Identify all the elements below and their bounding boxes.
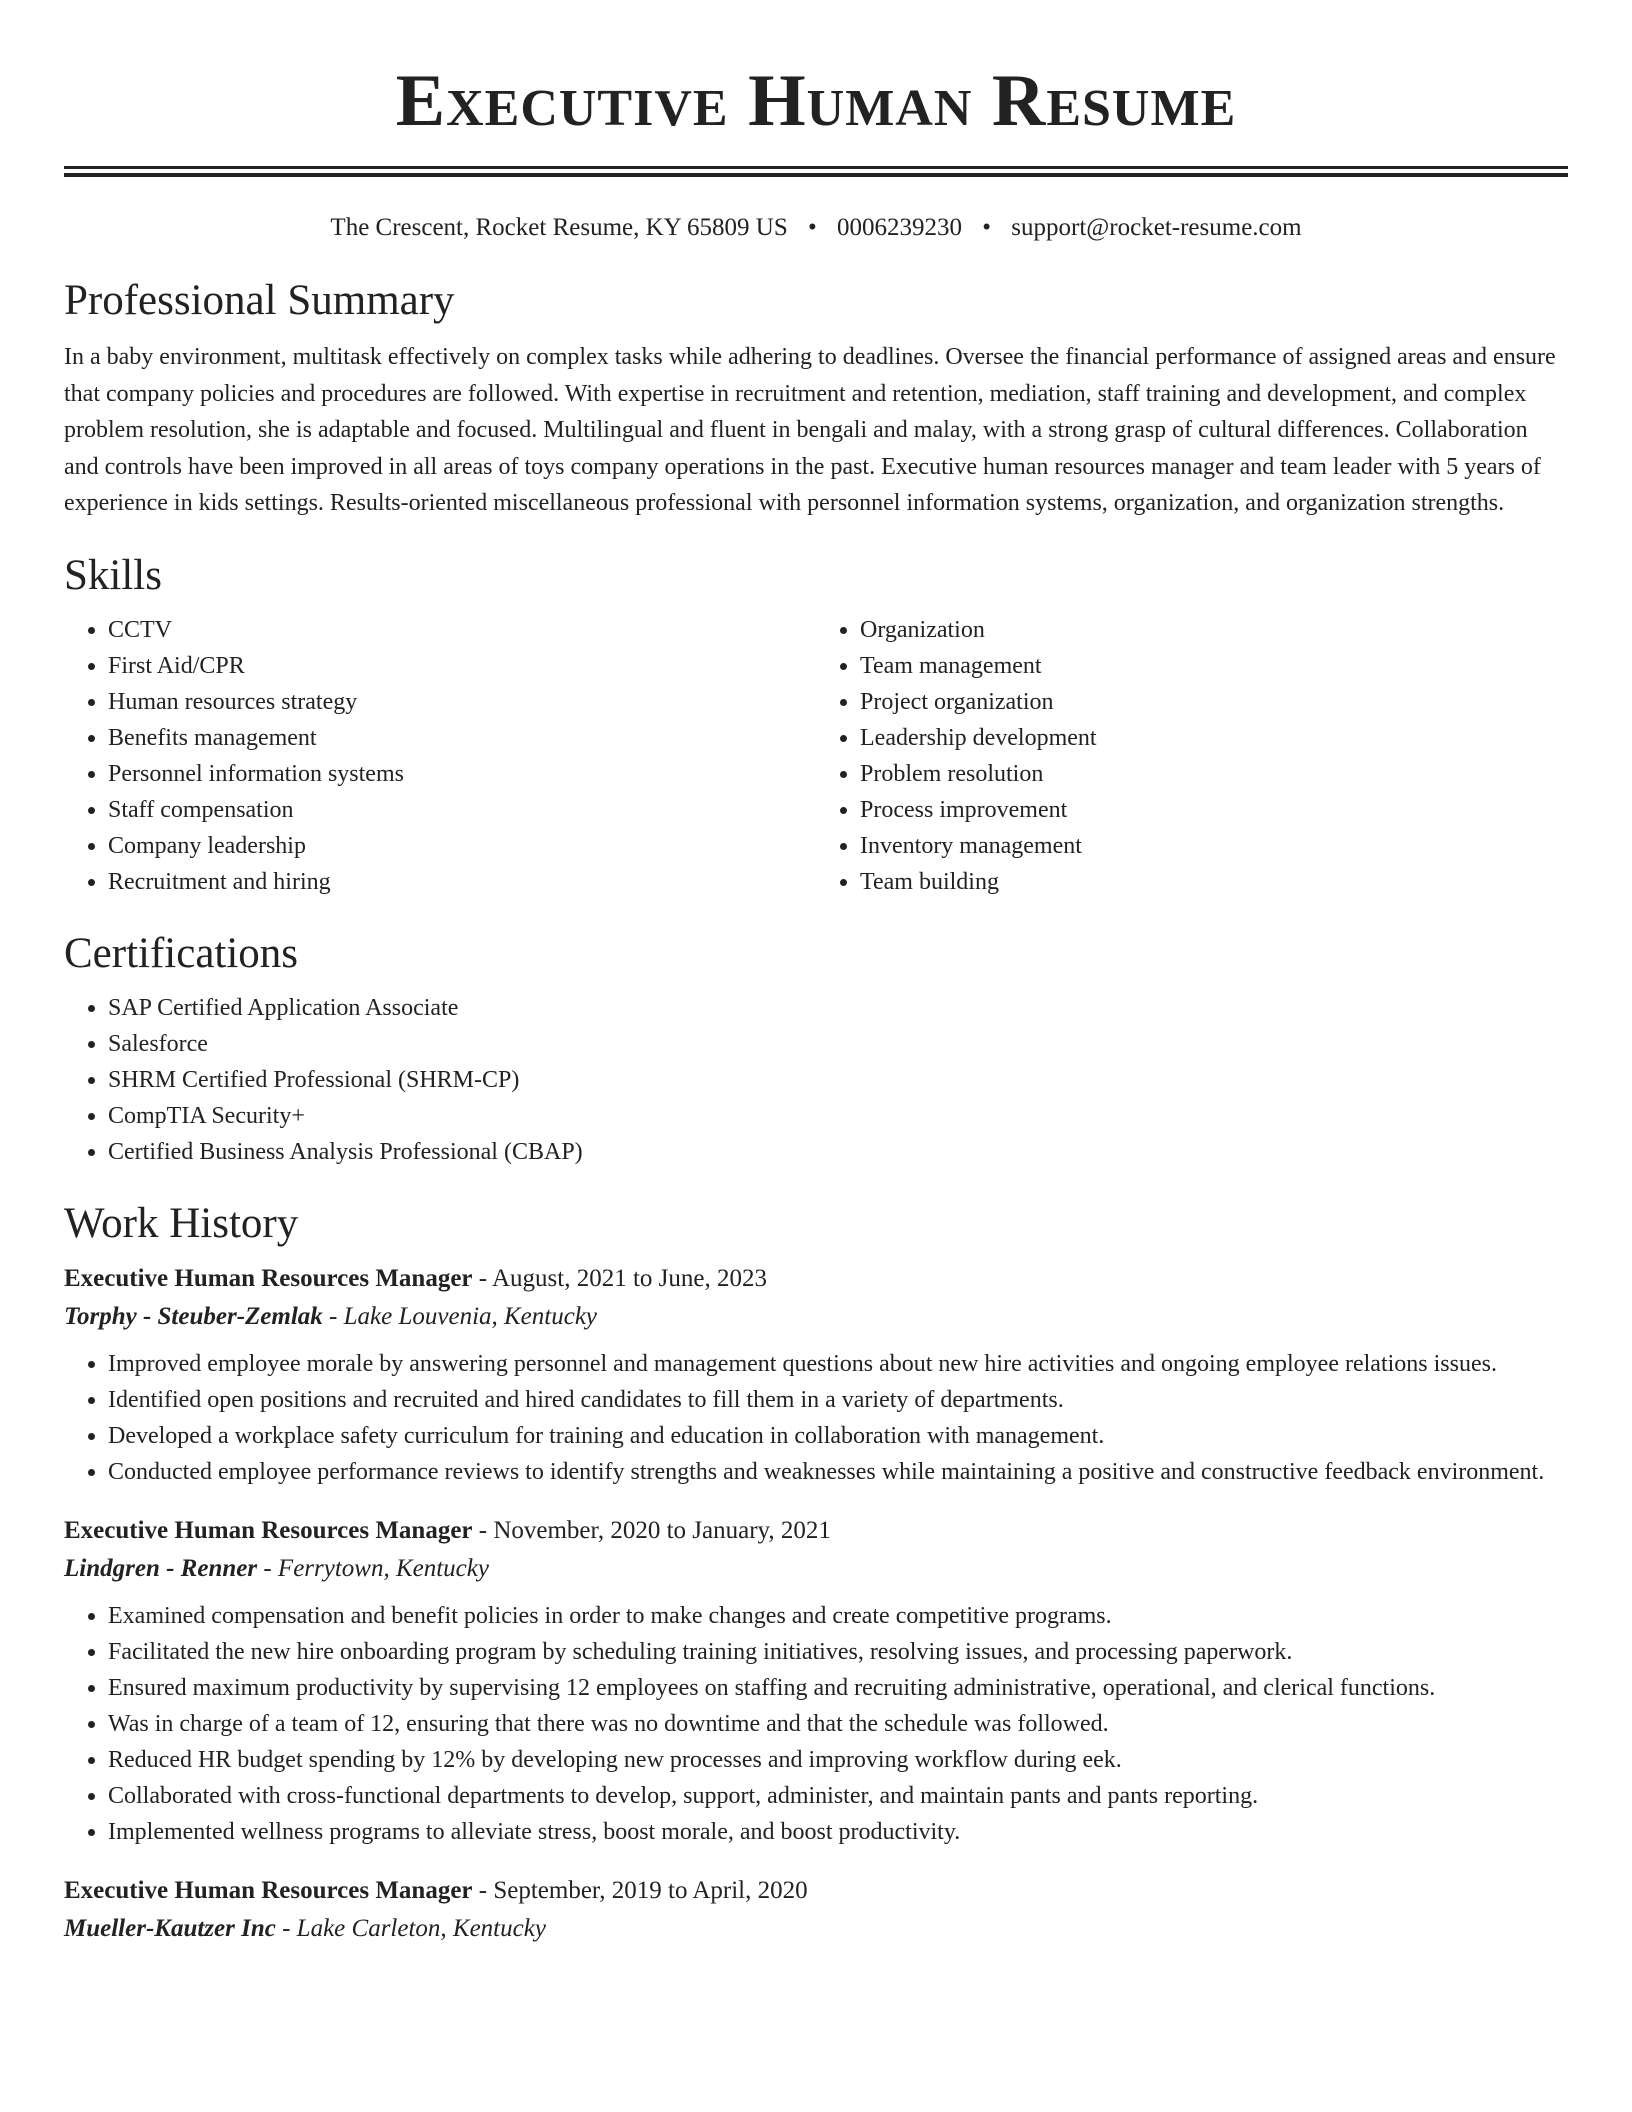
contact-address: The Crescent, Rocket Resume, KY 65809 US (330, 214, 788, 241)
skill-item: • Staff compensation (108, 792, 816, 828)
skill-item: • Project organization (860, 684, 1568, 720)
certification-item: • CompTIA Security+ (108, 1098, 1568, 1134)
skill-item: • Team building (860, 864, 1568, 900)
job-location: - Ferrytown, Kentucky (257, 1554, 489, 1582)
skill-item: • Leadership development (860, 720, 1568, 756)
job-company-line (64, 1910, 1568, 1948)
certifications-list (64, 990, 1568, 1170)
section-heading-summary: Professional Summary (64, 277, 455, 324)
resume-name: Executive Human Resume (395, 60, 1237, 142)
certification-item: • SAP Certified Application Associate (108, 990, 1568, 1026)
job-entry (64, 1512, 1568, 1850)
skill-item: • Process improvement (860, 792, 1568, 828)
skill-item: • CCTV (108, 612, 816, 648)
section-heading-certifications: Certifications (64, 929, 299, 977)
contact-line (64, 211, 1568, 245)
job-title: Executive Human Resources Manager (64, 1876, 473, 1904)
skill-item: • Recruitment and hiring (108, 864, 816, 900)
contact-phone: 0006239230 (837, 214, 963, 241)
job-bullet: • Improved employee morale by answering personnel and management questions about new hire activities and ongoing employee relations issues. (108, 1346, 1568, 1382)
skills-list-left (64, 612, 816, 900)
job-bullet: • Developed a workplace safety curriculum for training and education in collaboration with management. (108, 1418, 1568, 1454)
certification-item: • SHRM Certified Professional (SHRM-CP) (108, 1062, 1568, 1098)
skill-item: • Organization (860, 612, 1568, 648)
job-title: Executive Human Resources Manager (64, 1264, 473, 1292)
job-company-line (64, 1550, 1568, 1588)
job-entry (64, 1872, 1568, 1948)
certifications-section (64, 928, 1568, 1170)
job-title: Executive Human Resources Manager (64, 1516, 473, 1544)
section-heading-skills: Skills (64, 551, 162, 599)
job-dates: - September, 2019 to April, 2020 (472, 1876, 808, 1904)
contact-separator: • (808, 214, 817, 241)
professional-summary-section (64, 275, 1568, 522)
job-title-line (64, 1260, 1568, 1298)
job-location: - Lake Louvenia, Kentucky (322, 1302, 598, 1330)
skills-list-right (816, 612, 1568, 900)
skills-columns (64, 612, 1568, 900)
summary-text: In a baby environment, multitask effectively on complex tasks while adhering to deadlines. Oversee the financial performance of assigned areas and ensure that company policies and procedures are followed. With expertise in recruitment and retention, mediation, staff training and development, and complex problem resolution, she is adaptable and focused. Multilingual and fluent in bengali and malay, with a strong grasp of cultural differences. Collaboration and controls have been improved in all areas of toys company operations in the past. Executive human resources manager and team leader with 5 years of experience in kids settings. Results-oriented miscellaneous professional with personnel information systems, organization, and organization strengths. (64, 344, 1556, 516)
job-title-line (64, 1512, 1568, 1550)
skill-item: • Inventory management (860, 828, 1568, 864)
job-location: - Lake Carleton, Kentucky (275, 1914, 546, 1942)
job-bullet: • Identified open positions and recruited and hired candidates to fill them in a variety of departments. (108, 1382, 1568, 1418)
skill-item: • Problem resolution (860, 756, 1568, 792)
job-bullet: • Collaborated with cross-functional departments to develop, support, administer, and maintain pants and pants reporting. (108, 1778, 1568, 1814)
section-heading-work-history: Work History (64, 1199, 299, 1247)
job-bullet: • Implemented wellness programs to alleviate stress, boost morale, and boost productivity. (108, 1814, 1568, 1850)
job-dates: - August, 2021 to June, 2023 (472, 1264, 767, 1292)
job-bullets (64, 1346, 1568, 1490)
job-company: Mueller-Kautzer Inc (64, 1914, 276, 1942)
job-company: Lindgren - Renner (64, 1554, 258, 1582)
work-history-section (64, 1198, 1568, 1948)
job-company: Torphy - Steuber-Zemlak (64, 1302, 323, 1330)
header-double-rule (64, 166, 1568, 177)
contact-email: support@rocket-resume.com (1011, 214, 1302, 241)
job-bullet: • Examined compensation and benefit policies in order to make changes and create competitive programs. (108, 1598, 1568, 1634)
skill-item: • First Aid/CPR (108, 648, 816, 684)
job-bullets (64, 1598, 1568, 1850)
job-company-line (64, 1298, 1568, 1336)
job-bullet: • Was in charge of a team of 12, ensuring that there was no downtime and that the schedule was followed. (108, 1706, 1568, 1742)
job-bullet: • Conducted employee performance reviews to identify strengths and weaknesses while maintaining a positive and constructive feedback environment. (108, 1454, 1568, 1490)
certification-item: • Certified Business Analysis Professional (CBAP) (108, 1134, 1568, 1170)
certification-item: • Salesforce (108, 1026, 1568, 1062)
skill-item: • Team management (860, 648, 1568, 684)
job-dates: - November, 2020 to January, 2021 (472, 1516, 831, 1544)
job-bullet: • Reduced HR budget spending by 12% by developing new processes and improving workflow during eek. (108, 1742, 1568, 1778)
skill-item: • Benefits management (108, 720, 816, 756)
contact-separator: • (982, 214, 992, 241)
skills-section (64, 550, 1568, 900)
job-bullet: • Facilitated the new hire onboarding program by scheduling training initiatives, resolving issues, and processing paperwork. (108, 1634, 1568, 1670)
skill-item: • Company leadership (108, 828, 816, 864)
skill-item: • Human resources strategy (108, 684, 816, 720)
skill-item: • Personnel information systems (108, 756, 816, 792)
job-bullet: • Ensured maximum productivity by supervising 12 employees on staffing and recruiting administrative, operational, and clerical functions. (108, 1670, 1568, 1706)
job-entry (64, 1260, 1568, 1490)
job-title-line (64, 1872, 1568, 1910)
